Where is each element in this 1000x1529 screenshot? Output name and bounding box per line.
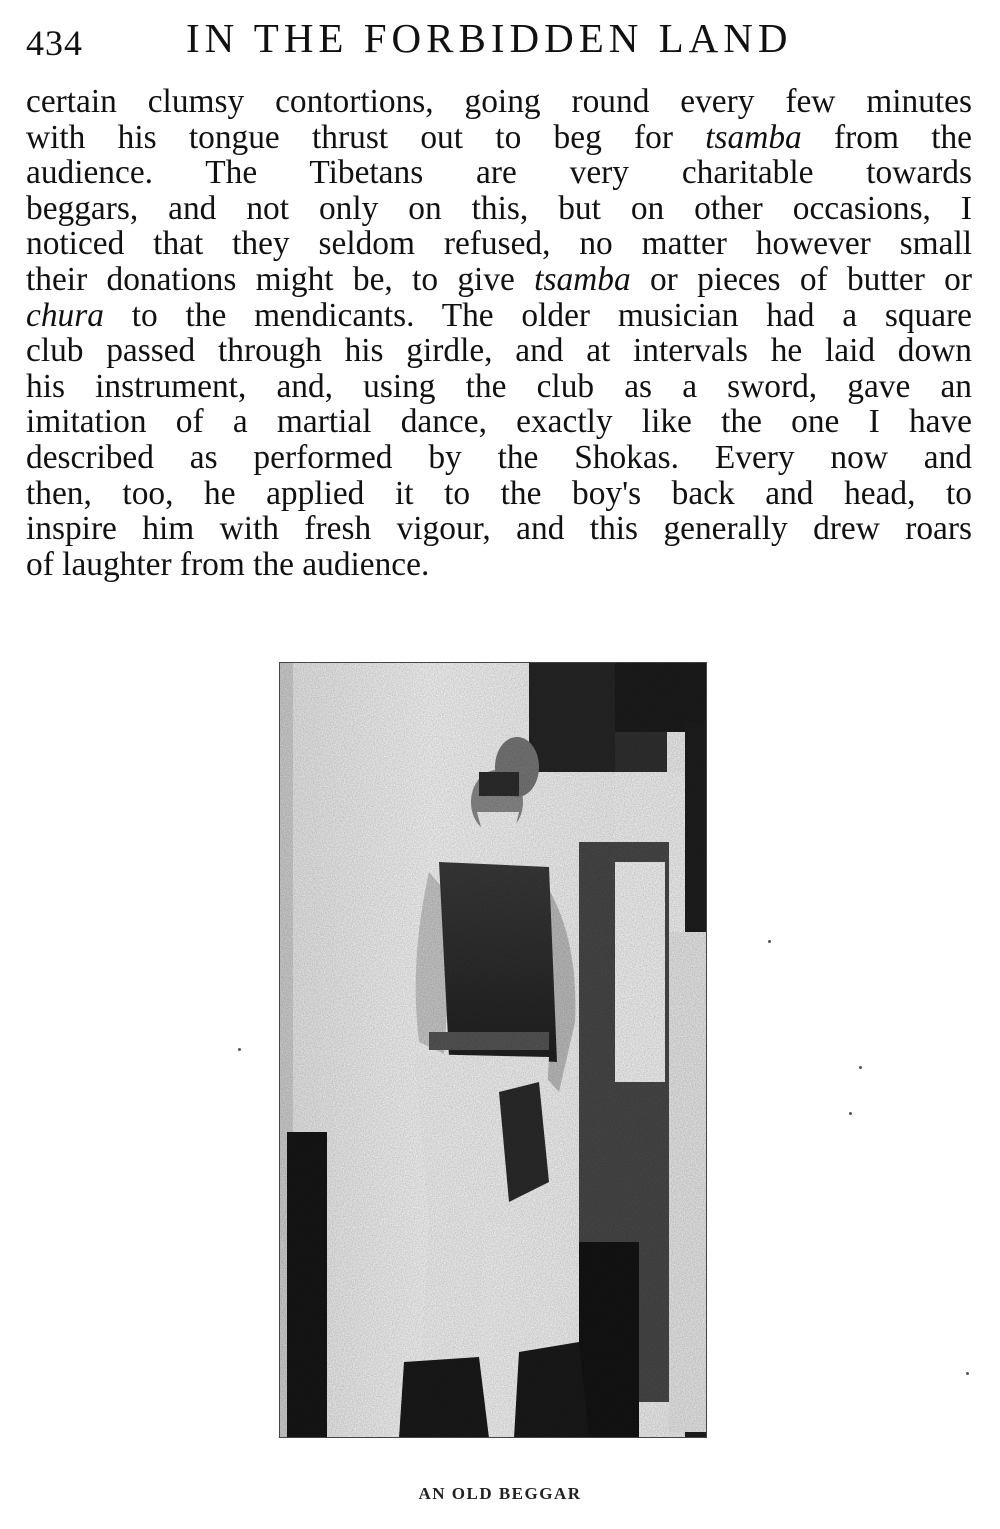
text-run: imitation of a martial dance, exactly like the one I have: [26, 403, 972, 441]
page-header: [26, 14, 976, 62]
text-run: of laughter from the audience.: [26, 545, 430, 583]
print-speck: [966, 1372, 969, 1375]
page-number: 434: [26, 23, 83, 63]
text-run: then, too, he applied it to the boy's back and head, to: [26, 474, 972, 512]
text-line: [26, 333, 972, 369]
running-title: IN THE FORBIDDEN LAND: [186, 15, 793, 61]
photograph-image: [279, 662, 707, 1438]
figure-caption: AN OLD BEGGAR: [418, 1484, 582, 1503]
text-line: [26, 511, 972, 547]
text-line: [26, 298, 972, 334]
text-run: from the: [801, 118, 972, 156]
text-run: to the mendicants. The older musician had a square: [103, 296, 972, 334]
text-run: noticed that they seldom refused, no matter however small: [26, 225, 972, 263]
text-run: their donations might be, to give: [26, 260, 535, 298]
text-run: with his tongue thrust out to beg for: [26, 118, 706, 156]
text-line: [26, 404, 972, 440]
print-speck: [849, 1112, 852, 1115]
text-line: [26, 369, 972, 405]
text-line: [26, 262, 972, 298]
italic-term: tsamba: [705, 118, 802, 156]
text-run: certain clumsy contortions, going round every few minutes: [26, 83, 972, 120]
text-line: [26, 155, 972, 191]
print-speck: [238, 1048, 241, 1051]
text-run: beggars, and not only on this, but on other occasions, I: [26, 189, 972, 227]
print-speck: [768, 940, 771, 943]
text-run: his instrument, and, using the club as a sword, gave an: [26, 367, 972, 405]
text-line: [26, 191, 972, 227]
print-speck: [859, 1066, 862, 1069]
text-run: club passed through his girdle, and at intervals he laid down: [26, 332, 972, 370]
text-line: [26, 440, 972, 476]
text-line: [26, 120, 972, 156]
text-line: [26, 547, 972, 583]
body-paragraph: [26, 84, 972, 582]
text-run: audience. The Tibetans are very charitable towards: [26, 154, 972, 192]
text-run: inspire him with fresh vigour, and this generally drew roars: [26, 510, 972, 548]
text-line: [26, 476, 972, 512]
beggar-photograph: [279, 662, 707, 1438]
italic-term: chura: [26, 296, 104, 334]
italic-term: tsamba: [534, 260, 631, 298]
text-line: [26, 226, 972, 262]
text-run: described as performed by the Shokas. Every now and: [26, 438, 972, 476]
text-run: or pieces of butter or: [630, 260, 972, 298]
text-line: [26, 84, 972, 120]
